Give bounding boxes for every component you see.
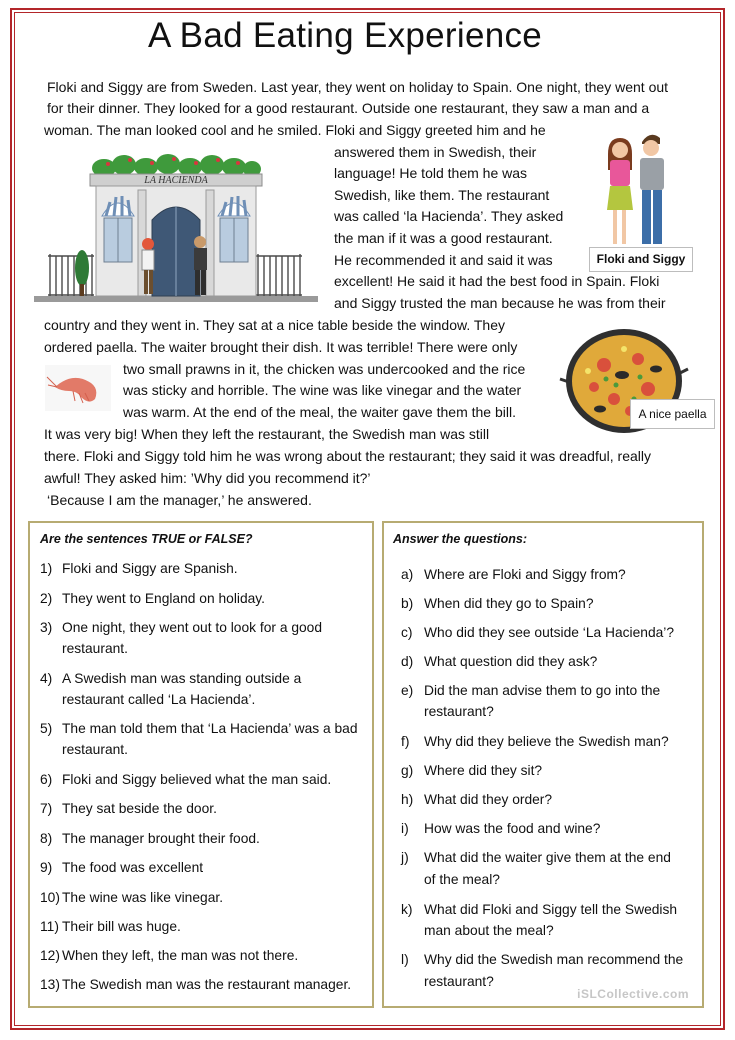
page-title: A Bad Eating Experience (147, 16, 543, 55)
question-letter: l) (401, 952, 409, 967)
question-letter: k) (401, 902, 413, 917)
story-line: answered them in Swedish, their (334, 144, 537, 160)
item-text: One night, they went out to look for a good (62, 620, 323, 635)
question-text: Who did they see outside ‘La Hacienda’? (424, 625, 675, 640)
story-line: woman. The man looked cool and he smiled. Floki and Siggy greeted him and he (44, 122, 546, 138)
item-text: Their bill was huge. (62, 919, 181, 934)
question-letter: a) (401, 567, 414, 582)
item-number: 10) (40, 890, 60, 905)
item-text: The wine was like vinegar. (62, 890, 224, 905)
item-text: Floki and Siggy are Spanish. (62, 561, 238, 576)
question-letter: e) (401, 683, 414, 698)
item-number: 12) (40, 948, 60, 963)
question-text: Where did they sit? (424, 763, 543, 778)
question-text: When did they go to Spain? (424, 596, 594, 611)
question-letter: c) (401, 625, 413, 640)
question-text: Why did the Swedish man recommend the (424, 952, 684, 967)
question-text: How was the food and wine? (424, 821, 601, 836)
story-line: for their dinner. They looked for a good restaurant. Outside one restaurant, they saw a man and a (47, 100, 650, 116)
item-number: 9) (40, 860, 53, 875)
story-line: language! He told them he was (334, 165, 528, 181)
questions-heading: Answer the questions: (393, 532, 528, 546)
item-number: 7) (40, 801, 53, 816)
story-line: the man if it was a good restaurant. (334, 230, 553, 246)
question-text: Where are Floki and Siggy from? (424, 567, 626, 582)
story-line: Swedish, like them. The restaurant (334, 187, 550, 203)
question-letter: f) (401, 734, 410, 749)
item-number: 4) (40, 671, 53, 686)
restaurant-sign: LA HACIENDA (144, 175, 208, 186)
fence-right (256, 254, 302, 296)
couple-caption: Floki and Siggy (589, 247, 693, 272)
question-text: What question did they ask? (424, 654, 598, 669)
item-text: restaurant called ‘La Hacienda’. (62, 692, 256, 707)
story-line: and Siggy trusted the man because he was from their (334, 295, 666, 311)
story-line: awful! They asked him: ’Why did you recommend it?’ (44, 470, 371, 486)
restaurant-illustration (34, 150, 318, 304)
item-text: A Swedish man was standing outside a (62, 671, 302, 686)
question-text: restaurant? (424, 704, 494, 719)
item-number: 2) (40, 591, 53, 606)
question-letter: g) (401, 763, 414, 778)
prawn-illustration (45, 365, 111, 411)
true-false-heading: Are the sentences TRUE or FALSE? (40, 532, 253, 546)
story-line: was sticky and horrible. The wine was like vinegar and the water (123, 382, 522, 398)
story-line: It was very big! When they left the restaurant, the Swedish man was still (44, 426, 490, 442)
story-line: He recommended it and said it was (334, 252, 553, 268)
story-line: country and they went in. They sat at a nice table beside the window. They (44, 317, 505, 333)
item-text: When they left, the man was not there. (62, 948, 299, 963)
story-line: ‘Because I am the manager,’ he answered. (47, 492, 312, 508)
story-line: was warm. At the end of the meal, the waiter gave them the bill. (123, 404, 516, 420)
item-text: They went to England on holiday. (62, 591, 265, 606)
question-text: What did the waiter give them at the end (424, 850, 671, 865)
item-number: 1) (40, 561, 53, 576)
story-line: excellent! He said it had the best food in Spain. Floki (334, 273, 660, 289)
item-number: 13) (40, 977, 60, 992)
item-text: The Swedish man was the restaurant manager. (62, 977, 352, 992)
item-number: 3) (40, 620, 53, 635)
question-letter: h) (401, 792, 414, 807)
question-letter: i) (401, 821, 409, 836)
item-number: 6) (40, 772, 53, 787)
question-letter: d) (401, 654, 414, 669)
question-text: man about the meal? (424, 923, 554, 938)
man-figure (640, 135, 664, 244)
item-text: Floki and Siggy believed what the man said. (62, 772, 332, 787)
question-letter: j) (401, 850, 409, 865)
story-line: two small prawns in it, the chicken was undercooked and the rice (123, 361, 526, 377)
item-text: They sat beside the door. (62, 801, 217, 816)
question-text: restaurant? (424, 974, 494, 989)
item-text: The manager brought their food. (62, 831, 260, 846)
question-text: What did they order? (424, 792, 553, 807)
paella-caption: A nice paella (630, 399, 715, 429)
question-text: Why did they believe the Swedish man? (424, 734, 669, 749)
story-line: was called ‘la Hacienda’. They asked (334, 208, 564, 224)
item-number: 11) (40, 919, 59, 934)
question-letter: b) (401, 596, 414, 611)
item-number: 8) (40, 831, 53, 846)
story-line: there. Floki and Siggy told him he was wrong about the restaurant; they said it was dreadful, really (44, 448, 651, 464)
couple-illustration (600, 130, 676, 248)
story-line: Floki and Siggy are from Sweden. Last year, they went on holiday to Spain. One night, they went out (47, 79, 669, 95)
item-text: The food was excellent (62, 860, 204, 875)
item-text: restaurant. (62, 742, 128, 757)
item-number: 5) (40, 721, 53, 736)
question-text: Did the man advise them to go into the (424, 683, 661, 698)
item-text: The man told them that ‘La Hacienda’ was a bad (62, 721, 358, 736)
item-text: restaurant. (62, 641, 128, 656)
watermark: iSLCollective.com (577, 987, 689, 1001)
story-line: ordered paella. The waiter brought their dish. It was terrible! There were only (44, 339, 518, 355)
woman-figure (607, 138, 633, 244)
question-text: What did Floki and Siggy tell the Swedish (424, 902, 678, 917)
question-text: of the meal? (424, 872, 500, 887)
